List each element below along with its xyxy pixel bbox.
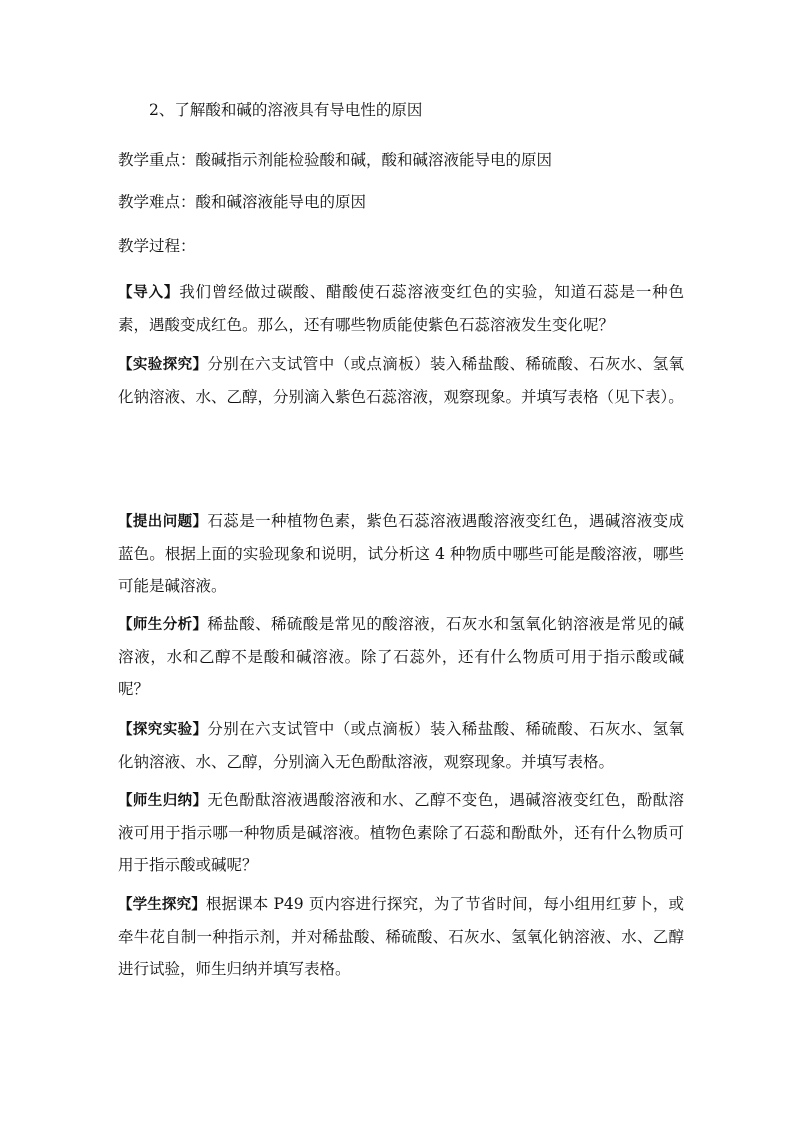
difficult-point: 教学难点：酸和碱溶液能导电的原因 bbox=[118, 193, 367, 211]
section-analysis bbox=[118, 608, 684, 705]
key-point: 教学重点：酸碱指示剂能检验酸和碱，酸和碱溶液能导电的原因 bbox=[118, 151, 553, 169]
section-experiment-2-tag: 【探究实验】 bbox=[118, 722, 208, 738]
section-question-text: 石蕊是一种植物色素，紫色石蕊溶液遇酸溶液变红色，遇碱溶液变成蓝色。根据上面的实验现象和说明，试分析这 4 种物质中哪些可能是酸溶液，哪些可能是碱溶液。 bbox=[118, 512, 684, 595]
section-question bbox=[118, 505, 684, 602]
section-student-inquiry-tag: 【学生探究】 bbox=[118, 897, 206, 913]
section-analysis-tag: 【师生分析】 bbox=[118, 617, 208, 633]
section-analysis-text: 稀盐酸、稀硫酸是常见的酸溶液，石灰水和氢氧化钠溶液是常见的碱溶液，水和乙醇不是酸和碱溶液。除了石蕊外，还有什么物质可用于指示酸或碱呢？ bbox=[118, 615, 684, 698]
objective-2: 2、了解酸和碱的溶液具有导电性的原因 bbox=[149, 101, 423, 119]
section-experiment-1-tag: 【实验探究】 bbox=[118, 357, 208, 373]
section-experiment-1-text: 分别在六支试管中（或点滴板）装入稀盐酸、稀硫酸、石灰水、氢氧化钠溶液、水、乙醇，分别滴入紫色石蕊溶液，观察现象。并填写表格（见下表）。 bbox=[118, 355, 684, 406]
section-student-inquiry bbox=[118, 888, 684, 985]
section-summary bbox=[118, 784, 684, 881]
process-heading: 教学过程： bbox=[118, 237, 196, 255]
section-experiment-2-text: 分别在六支试管中（或点滴板）装入稀盐酸、稀硫酸、石灰水、氢氧化钠溶液、水、乙醇，分别滴入无色酚酞溶液，观察现象。并填写表格。 bbox=[118, 720, 684, 771]
section-summary-text: 无色酚酞溶液遇酸溶液和水、乙醇不变色，遇碱溶液变红色，酚酞溶液可用于指示哪一种物质是碱溶液。植物色素除了石蕊和酚酞外，还有什么物质可用于指示酸或碱呢？ bbox=[118, 791, 684, 874]
section-question-tag: 【提出问题】 bbox=[118, 514, 208, 530]
section-intro-tag: 【导入】 bbox=[118, 285, 180, 301]
section-summary-tag: 【师生归纳】 bbox=[118, 793, 208, 809]
section-intro-text: 我们曾经做过碳酸、醋酸使石蕊溶液变红色的实验，知道石蕊是一种色素，遇酸变成红色。那么，还有哪些物质能使紫色石蕊溶液发生变化呢？ bbox=[118, 283, 684, 334]
section-intro bbox=[118, 276, 684, 341]
section-student-inquiry-text: 根据课本 P49 页内容进行探究，为了节省时间，每小组用红萝卜，或牵牛花自制一种指示剂，并对稀盐酸、稀硫酸、石灰水、氢氧化钠溶液、水、乙醇进行试验，师生归纳并填写表格。 bbox=[118, 895, 684, 978]
section-experiment-2 bbox=[118, 713, 684, 778]
section-experiment-1 bbox=[118, 348, 684, 413]
